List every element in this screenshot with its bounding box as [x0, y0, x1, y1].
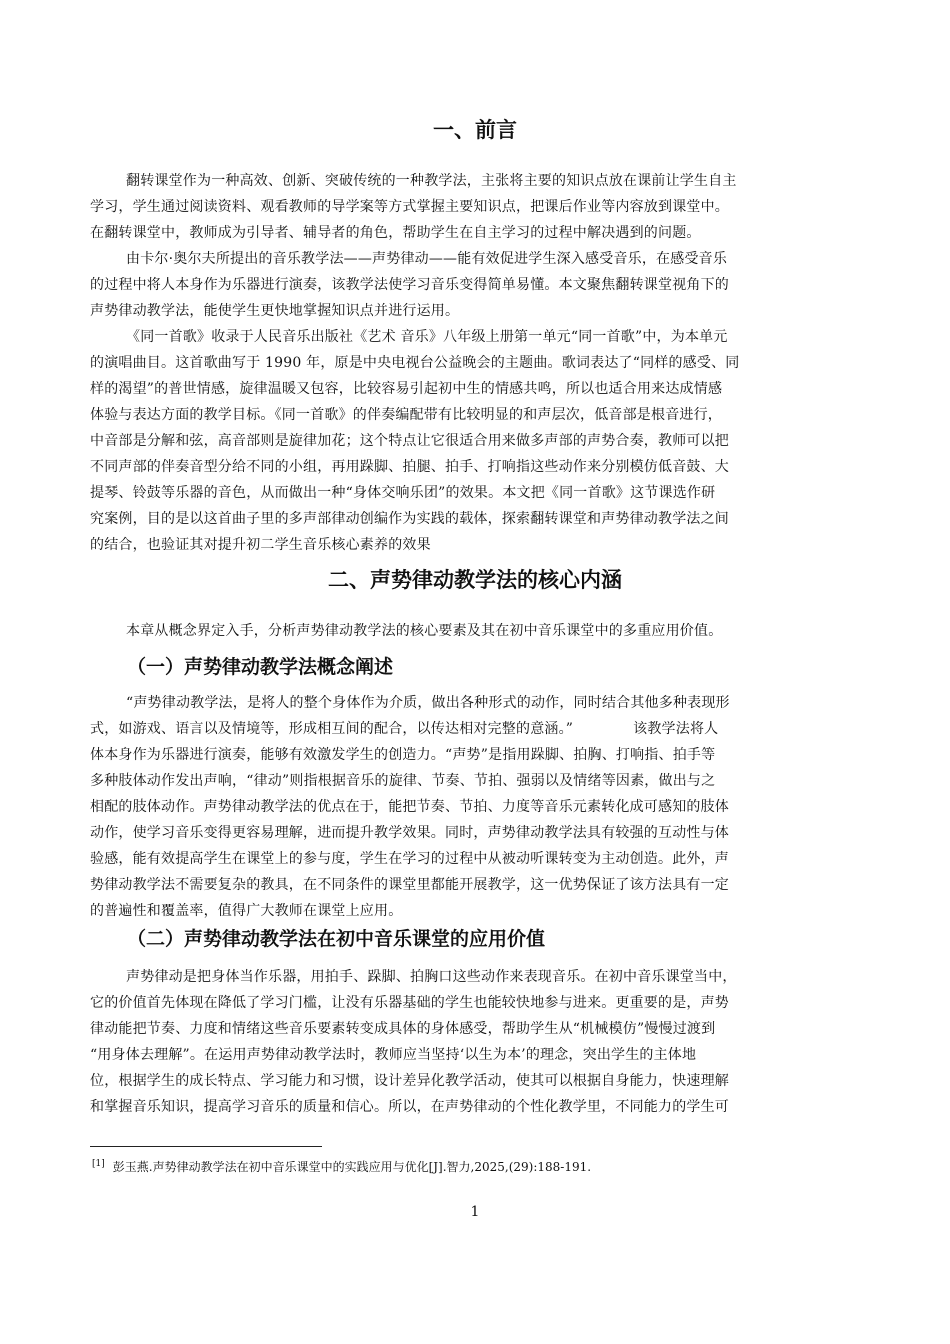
- text-line: 的结合，也验证其对提升初二学生音乐核心素养的效果: [90, 537, 431, 553]
- text-line: 的过程中将人本身作为乐器进行演奏，该教学法使学习音乐变得简单易懂。本文聚焦翻转课堂视角下的: [90, 277, 729, 293]
- text-fragment: 该教学法将人: [633, 721, 719, 737]
- text-line: 的普遍性和覆盖率，值得广大教师在课堂上应用。: [90, 903, 403, 919]
- footnote: [92, 1158, 591, 1176]
- text-line: 的演唱曲目。这首歌曲写于 1990 年，原是中央电视台公益晚会的主题曲。歌词表达了“同样的感受、同: [90, 355, 740, 371]
- text-line: “声势律动教学法，是将人的整个身体作为介质，做出各种形式的动作，同时结合其他多种表现形: [126, 695, 730, 711]
- text-line: 究案例，目的是以这首曲子里的多声部律动创编作为实践的载体，探索翻转课堂和声势律动教学法之间: [90, 511, 729, 527]
- text-line: 本章从概念界定入手，分析声势律动教学法的核心要素及其在初中音乐课堂中的多重应用价值。: [126, 623, 723, 639]
- subsection-heading-value: （二）声势律动教学法在初中音乐课堂的应用价值: [127, 928, 546, 950]
- text-line: 样的渴望”的普世情感，旋律温暖又包容，比较容易引起初中生的情感共鸣，所以也适合用来达成情感: [90, 381, 723, 397]
- text-line: 验感，能有效提高学生在课堂上的参与度，学生在学习的过程中从被动听课转变为主动创造。此外，声: [90, 851, 729, 867]
- text-line: 翻转课堂作为一种高效、创新、突破传统的一种教学法，主张将主要的知识点放在课前让学生自主: [126, 173, 737, 189]
- text-line: 声势律动是把身体当作乐器，用拍手、跺脚、拍胸口这些动作来表现音乐。在初中音乐课堂当中，: [126, 969, 737, 985]
- footnote-mark: [1]: [92, 1159, 105, 1169]
- text-line: 它的价值首先体现在降低了学习门槛，让没有乐器基础的学生也能较快地参与进来。更重要的是，声势: [90, 995, 729, 1011]
- text-line: 提琴、铃鼓等乐器的音色，从而做出一种“身体交响乐团”的效果。本文把《同一首歌》这节课选作研: [90, 485, 716, 501]
- text-line: 声势律动教学法，能使学生更快地掌握知识点并进行运用。: [90, 303, 460, 319]
- quoted-definition: 式，如游戏、语言以及情境等，形成相互间的配合，以传达相对完整的意涵。”: [90, 721, 574, 737]
- paragraph-value: [90, 964, 860, 1120]
- section-heading-core: 二、声势律动教学法的核心内涵: [328, 568, 622, 592]
- text-line: 《同一首歌》收录于人民音乐出版社《艺术 音乐》八年级上册第一单元“同一首歌”中，为本单元: [126, 329, 728, 345]
- text-line: 动作，使学习音乐变得更容易理解，进而提升教学效果。同时，声势律动教学法具有较强的互动性与体: [90, 825, 729, 841]
- paragraph-intro-3: [90, 324, 860, 558]
- paragraph-intro-2: [90, 246, 860, 324]
- text-line: 由卡尔·奥尔夫所提出的音乐教学法——声势律动——能有效促进学生深入感受音乐，在感受音乐: [126, 251, 728, 267]
- paragraph-intro-1: [90, 168, 860, 246]
- page-number: 1: [470, 1204, 480, 1220]
- paragraph-concept: [90, 690, 860, 924]
- text-line: 在翻转课堂中，教师成为引导者、辅导者的角色，帮助学生在自主学习的过程中解决遇到的问题。: [90, 225, 701, 241]
- footnote-divider: [90, 1146, 322, 1147]
- text-line: 体本身作为乐器进行演奏，能够有效激发学生的创造力。“声势”是指用跺脚、拍胸、打响指、拍手等: [90, 747, 716, 763]
- paragraph-core-intro: [90, 618, 860, 644]
- section-heading-intro: 一、前言: [433, 118, 517, 142]
- text-line: [90, 716, 860, 742]
- subsection-heading-concept: （一）声势律动教学法概念阐述: [127, 656, 394, 678]
- text-line: 学习，学生通过阅读资料、观看教师的导学案等方式掌握主要知识点，把课后作业等内容放到课堂中。: [90, 199, 729, 215]
- text-line: “用身体去理解”。在运用声势律动教学法时，教师应当坚持‘以生为本’的理念，突出学生的主体地: [90, 1047, 697, 1063]
- text-line: 体验与表达方面的教学目标。《同一首歌》的伴奏编配带有比较明显的和声层次，低音部是根音进行，: [90, 407, 722, 423]
- text-line: 律动能把节奏、力度和情绪这些音乐要素转变成具体的身体感受，帮助学生从“机械模仿”慢慢过渡到: [90, 1021, 716, 1037]
- text-line: 不同声部的伴奏音型分给不同的小组，再用跺脚、拍腿、拍手、打响指这些动作来分别模仿低音鼓、大: [90, 459, 729, 475]
- text-line: 位，根据学生的成长特点、学习能力和习惯，设计差异化教学活动，使其可以根据自身能力，快速理解: [90, 1073, 729, 1089]
- text-line: 中音部是分解和弦，高音部则是旋律加花；这个特点让它很适合用来做多声部的声势合奏，教师可以把: [90, 433, 729, 449]
- text-line: 势律动教学法不需要复杂的教具，在不同条件的课堂里都能开展教学，这一优势保证了该方法具有一定: [90, 877, 729, 893]
- text-line: 多种肢体动作发出声响，“律动”则指根据音乐的旋律、节奏、节拍、强弱以及情绪等因素，做出与之: [90, 773, 716, 789]
- footnote-text: 彭玉燕.声势律动教学法在初中音乐课堂中的实践应用与优化[J].智力,2025,(29):188-191.: [112, 1160, 592, 1174]
- text-line: 相配的肢体动作。声势律动教学法的优点在于，能把节奏、节拍、力度等音乐元素转化成可感知的肢体: [90, 799, 729, 815]
- text-line: 和掌握音乐知识，提高学习音乐的质量和信心。所以，在声势律动的个性化教学里，不同能力的学生可: [90, 1099, 729, 1115]
